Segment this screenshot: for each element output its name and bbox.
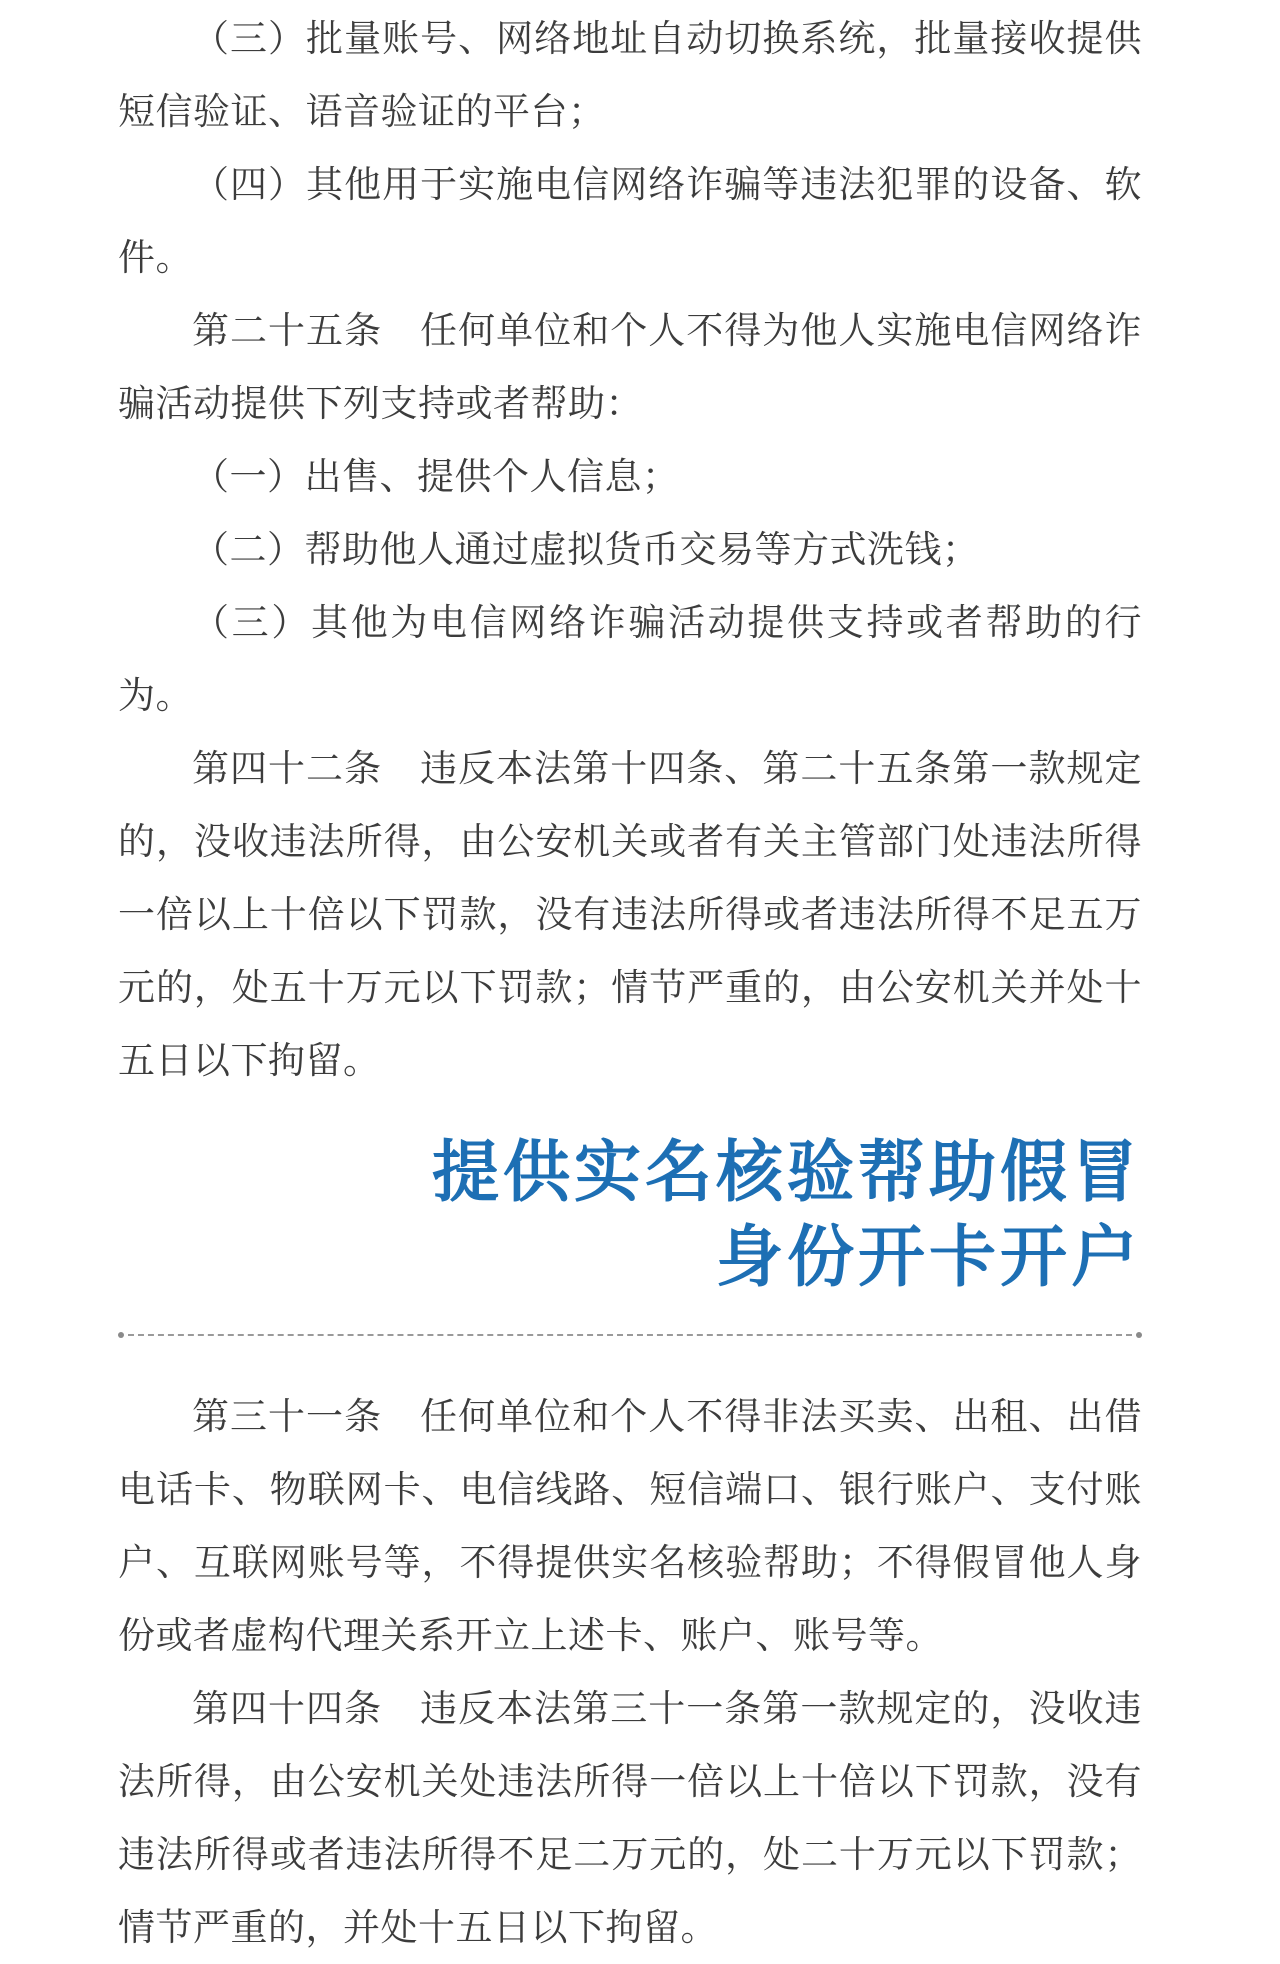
section-lower-text bbox=[118, 1380, 1142, 1964]
paragraph: 第四十二条 违反本法第十四条、第二十五条第一款规定的，没收违法所得，由公安机关或者有关主管部门处违法所得一倍以上十倍以下罚款，没有违法所得或者违法所得不足五万元的，处五十万元以下罚款；情节严重的，由公安机关并处十五日以下拘留。 bbox=[118, 747, 1142, 1082]
paragraph: 第三十一条 任何单位和个人不得非法买卖、出租、出借电话卡、物联网卡、电信线路、短信端口、银行账户、支付账户、互联网账号等，不得提供实名核验帮助；不得假冒他人身份或者虚构代理关系开立上述卡、账户、账号等。 bbox=[118, 1395, 1142, 1657]
paragraph: （二）帮助他人通过虚拟货币交易等方式洗钱； bbox=[192, 528, 980, 571]
section-heading-line-1: 提供实名核验帮助假冒 bbox=[432, 1133, 1142, 1211]
paragraph: 第四十四条 违反本法第三十一条第一款规定的，没收违法所得，由公安机关处违法所得一倍以上十倍以下罚款，没有违法所得或者违法所得不足二万元的，处二十万元以下罚款；情节严重的，并处十五日以下拘留。 bbox=[118, 1687, 1142, 1949]
dashed-divider bbox=[118, 1332, 1142, 1338]
section-heading bbox=[432, 1130, 1142, 1300]
section-upper-text bbox=[118, 0, 1142, 1097]
paragraph: （三）其他为电信网络诈骗活动提供支持或者帮助的行为。 bbox=[118, 601, 1142, 717]
paragraph: （四）其他用于实施电信网络诈骗等违法犯罪的设备、软件。 bbox=[118, 163, 1142, 279]
paragraph: 第二十五条 任何单位和个人不得为他人实施电信网络诈骗活动提供下列支持或者帮助： bbox=[118, 309, 1142, 425]
paragraph: （一）出售、提供个人信息； bbox=[192, 455, 680, 498]
divider-line bbox=[128, 1334, 1132, 1336]
divider-dot-right bbox=[1136, 1332, 1142, 1338]
section-heading-line-2: 身份开卡开户 bbox=[716, 1218, 1142, 1296]
paragraph: （三）批量账号、网络地址自动切换系统，批量接收提供短信验证、语音验证的平台； bbox=[118, 17, 1142, 133]
divider-dot-left bbox=[118, 1332, 124, 1338]
